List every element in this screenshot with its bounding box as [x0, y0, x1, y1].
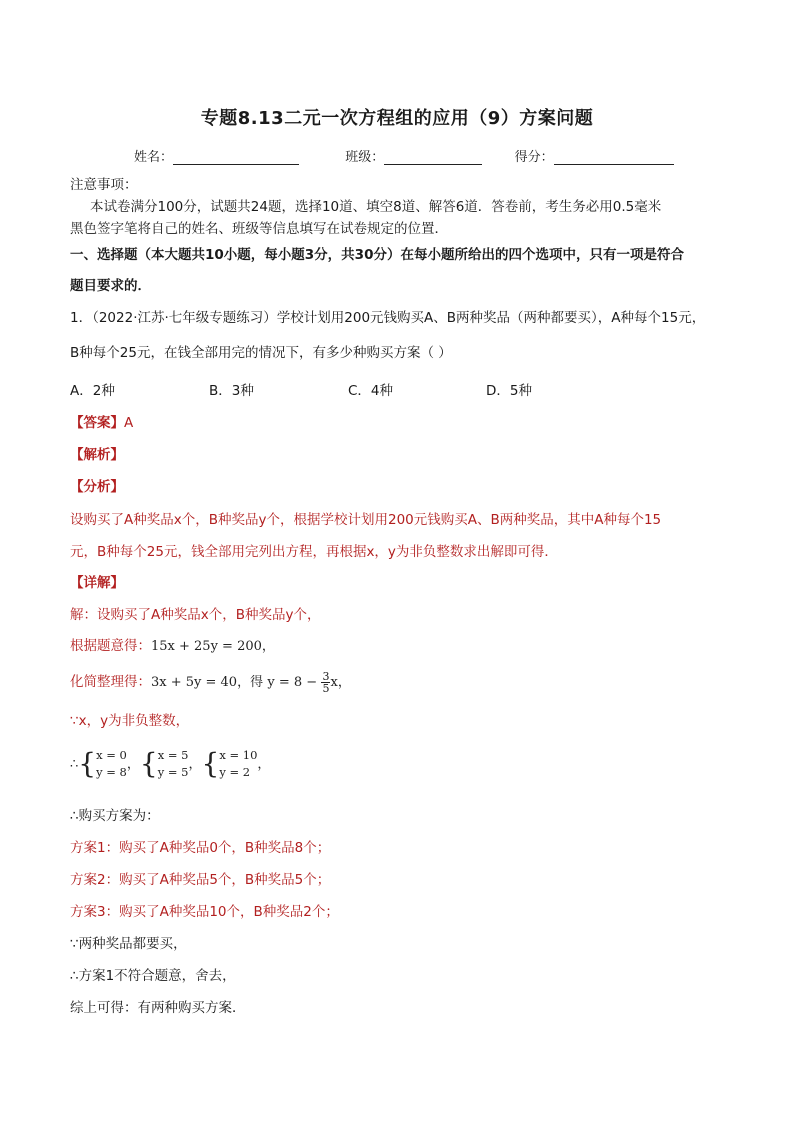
fenxi-line-2: 元，B种每个25元，钱全部用完列出方程，再根据x，y为非负整数求出解即可得． [70, 544, 558, 560]
separator-comma: ， [188, 757, 202, 772]
class-label: 班级： [345, 150, 385, 165]
student-info-row [134, 146, 674, 165]
brace-icon: { [78, 747, 97, 780]
detail-line-3 [70, 664, 351, 701]
score-blank [554, 150, 674, 165]
detail-line-10: ∵两种奖品都要买， [70, 936, 187, 952]
fenxi-tag: 【分析】 [70, 479, 124, 495]
detail-line-11: ∴方案1不符合题意，舍去， [70, 968, 236, 984]
equation-y-expr: y = 8 − [267, 675, 318, 690]
question-1-option-c: C．4种 [348, 383, 394, 399]
solution-systems [70, 744, 270, 784]
plan-1: 方案1：购买了A种奖品0个，B种奖品8个； [70, 840, 331, 856]
detail-line-12: 综上可得：有两种购买方案． [70, 1000, 246, 1016]
simplify-prefix: 化简整理得： [70, 674, 151, 690]
fraction-denominator: 5 [322, 681, 330, 695]
question-1-option-a: A．2种 [70, 383, 115, 399]
detail-line-4: ∵x，y为非负整数， [70, 713, 190, 729]
system-3-x: x = 10 [219, 748, 258, 762]
solution-system-3 [219, 747, 257, 781]
system-2-x: x = 5 [157, 748, 189, 762]
class-blank [384, 150, 482, 165]
plan-2: 方案2：购买了A种奖品5个，B种奖品5个； [70, 872, 331, 888]
detail-line-2 [70, 636, 275, 657]
detail-line-6: ∴购买方案为： [70, 808, 160, 824]
separator-comma: ， [126, 757, 140, 772]
solution-system-2 [158, 747, 189, 781]
brace-icon: { [139, 747, 158, 780]
equation-simplified: 3x + 5y = 40，得 [151, 675, 264, 690]
answer-value: A [124, 415, 134, 431]
system-2-y: y = 5 [157, 765, 189, 779]
system-3-y: y = 2 [219, 765, 251, 779]
notice-heading: 注意事项： [70, 177, 138, 193]
separator-comma: ， [257, 757, 271, 772]
solution-system-1 [96, 747, 127, 781]
system-1-x: x = 0 [96, 748, 127, 762]
equation-tail: x， [330, 675, 351, 690]
notice-line-1: 本试卷满分100分，试题共24题，选择10道、填空8道、解答6道．答卷前，考生务必用0.5毫米 [90, 199, 662, 215]
question-1-option-b: B．3种 [209, 383, 254, 399]
score-label: 得分： [514, 150, 554, 165]
fenxi-line-1: 设购买了A种奖品x个，B种奖品y个，根据学校计划用200元钱购买A、B两种奖品，其中A种每个15 [70, 512, 662, 528]
plan-3: 方案3：购买了A种奖品10个，B种奖品2个； [70, 904, 339, 920]
answer-tag: 【答案】 [70, 415, 124, 431]
brace-icon: { [201, 747, 220, 780]
question-1-line-1: 1．（2022·江苏·七年级专题练习）学校计划用200元钱购买A、B两种奖品（两种都要买），A种每个15元， [70, 310, 706, 326]
equation-prefix: 根据题意得： [70, 638, 151, 654]
notice-line-2: 黑色签字笔将自己的姓名、班级等信息填写在试卷规定的位置． [70, 221, 448, 237]
name-label: 姓名： [134, 150, 174, 165]
question-1-line-2: B种每个25元，在钱全部用完的情况下，有多少种购买方案（ ） [70, 345, 452, 361]
name-blank [173, 150, 299, 165]
fraction-numerator: 3 [322, 669, 330, 683]
equation-original: 15x + 25y = 200， [151, 639, 275, 654]
analysis-tag: 【解析】 [70, 447, 124, 463]
section-heading-2: 题目要求的． [70, 278, 151, 294]
section-heading-1: 一、选择题（本大题共10小题，每小题3分，共30分）在每小题所给出的四个选项中，只有一项是符合 [70, 247, 684, 263]
therefore-symbol: ∴ [70, 757, 79, 772]
detail-line-1: 解：设购买了A种奖品x个，B种奖品y个， [70, 607, 321, 623]
answer-row [70, 413, 133, 433]
detail-tag: 【详解】 [70, 575, 124, 591]
system-1-y: y = 8 [96, 765, 127, 779]
page-title: 专题8.13二元一次方程组的应用（9）方案问题 [200, 108, 594, 129]
question-1-option-d: D．5种 [486, 383, 532, 399]
